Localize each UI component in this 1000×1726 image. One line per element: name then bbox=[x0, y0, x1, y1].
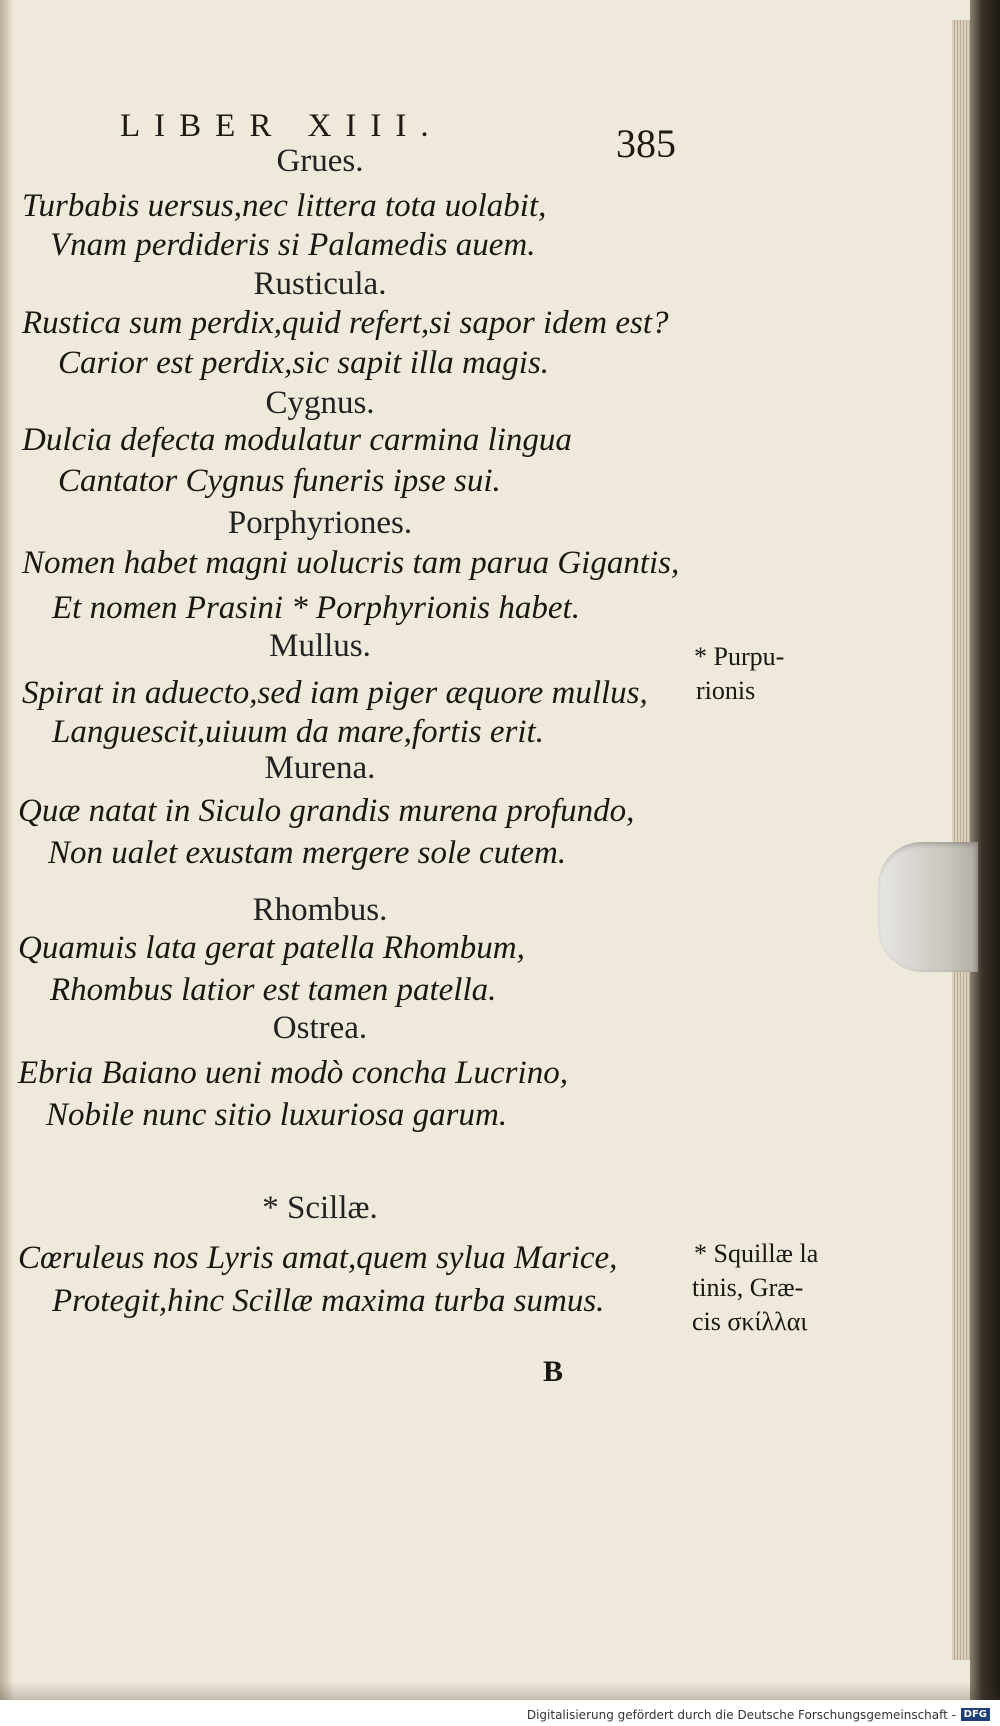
page-stack-edge bbox=[952, 20, 972, 1660]
verse-line: Turbabis uersus,nec littera tota uolabit, bbox=[22, 188, 547, 224]
epigram-heading: * Scillæ. bbox=[262, 1190, 378, 1226]
epigram-heading: Rhombus. bbox=[252, 892, 388, 928]
epigram-heading: Mullus. bbox=[269, 628, 371, 664]
digitization-footer bbox=[0, 1700, 1000, 1726]
verse-line: Rhombus latior est tamen patella. bbox=[50, 972, 497, 1008]
footer-credit: Digitalisierung gefördert durch die Deutsche Forschungsgemeinschaft - bbox=[526, 1708, 956, 1722]
verse-line: Spirat in aduecto,sed iam piger æquore mullus, bbox=[22, 675, 648, 711]
epigram-heading: Ostrea. bbox=[272, 1010, 368, 1046]
verse-line: Quæ natat in Siculo grandis murena profundo, bbox=[18, 793, 635, 829]
verse-line: Languescit,uiuum da mare,fortis erit. bbox=[52, 714, 544, 750]
marginal-note-line: * Purpu- bbox=[694, 642, 785, 671]
epigram-heading: Grues. bbox=[276, 143, 364, 179]
verse-line: Rustica sum perdix,quid refert,si sapor idem est? bbox=[22, 305, 669, 341]
verse-line: Vnam perdideris si Palamedis auem. bbox=[50, 227, 536, 263]
marginal-note-line: rionis bbox=[696, 676, 756, 705]
marginal-note-line: tinis, Græ- bbox=[692, 1273, 804, 1302]
verse-line: Cœruleus nos Lyris amat,quem sylua Marice, bbox=[18, 1240, 618, 1276]
marginal-note-line: cis σκίλλαι bbox=[692, 1307, 808, 1336]
epigram-heading: Rusticula. bbox=[253, 266, 387, 302]
verse-line: Ebria Baiano ueni modò concha Lucrino, bbox=[18, 1055, 568, 1091]
epigram-heading: Porphyriones. bbox=[227, 505, 413, 541]
verse-line: Nobile nunc sitio luxuriosa garum. bbox=[46, 1097, 508, 1133]
verse-line: Quamuis lata gerat patella Rhombum, bbox=[18, 930, 525, 966]
bottom-shadow bbox=[0, 1682, 1000, 1700]
verse-line: Et nomen Prasini * Porphyrionis habet. bbox=[52, 590, 580, 626]
page-gutter-shadow bbox=[0, 0, 14, 1726]
verse-line: Carior est perdix,sic sapit illa magis. bbox=[58, 345, 550, 381]
dfg-logo: DFG bbox=[961, 1708, 990, 1721]
verse-line: Dulcia defecta modulatur carmina lingua bbox=[22, 422, 572, 458]
page-clip bbox=[878, 842, 978, 972]
verse-line: Nomen habet magni uolucris tam parua Gigantis, bbox=[22, 545, 680, 581]
epigram-heading: Cygnus. bbox=[265, 385, 375, 421]
verse-line: Non ualet exustam mergere sole cutem. bbox=[48, 835, 567, 871]
running-head: LIBER XIII. bbox=[120, 108, 443, 144]
signature-mark: B bbox=[543, 1355, 564, 1388]
verse-line: Protegit,hinc Scillæ maxima turba sumus. bbox=[52, 1283, 605, 1319]
verse-line: Cantator Cygnus funeris ipse sui. bbox=[58, 463, 501, 499]
marginal-note-line: * Squillæ la bbox=[694, 1239, 819, 1268]
epigram-heading: Murena. bbox=[264, 750, 376, 786]
page-number: 385 bbox=[616, 121, 676, 166]
